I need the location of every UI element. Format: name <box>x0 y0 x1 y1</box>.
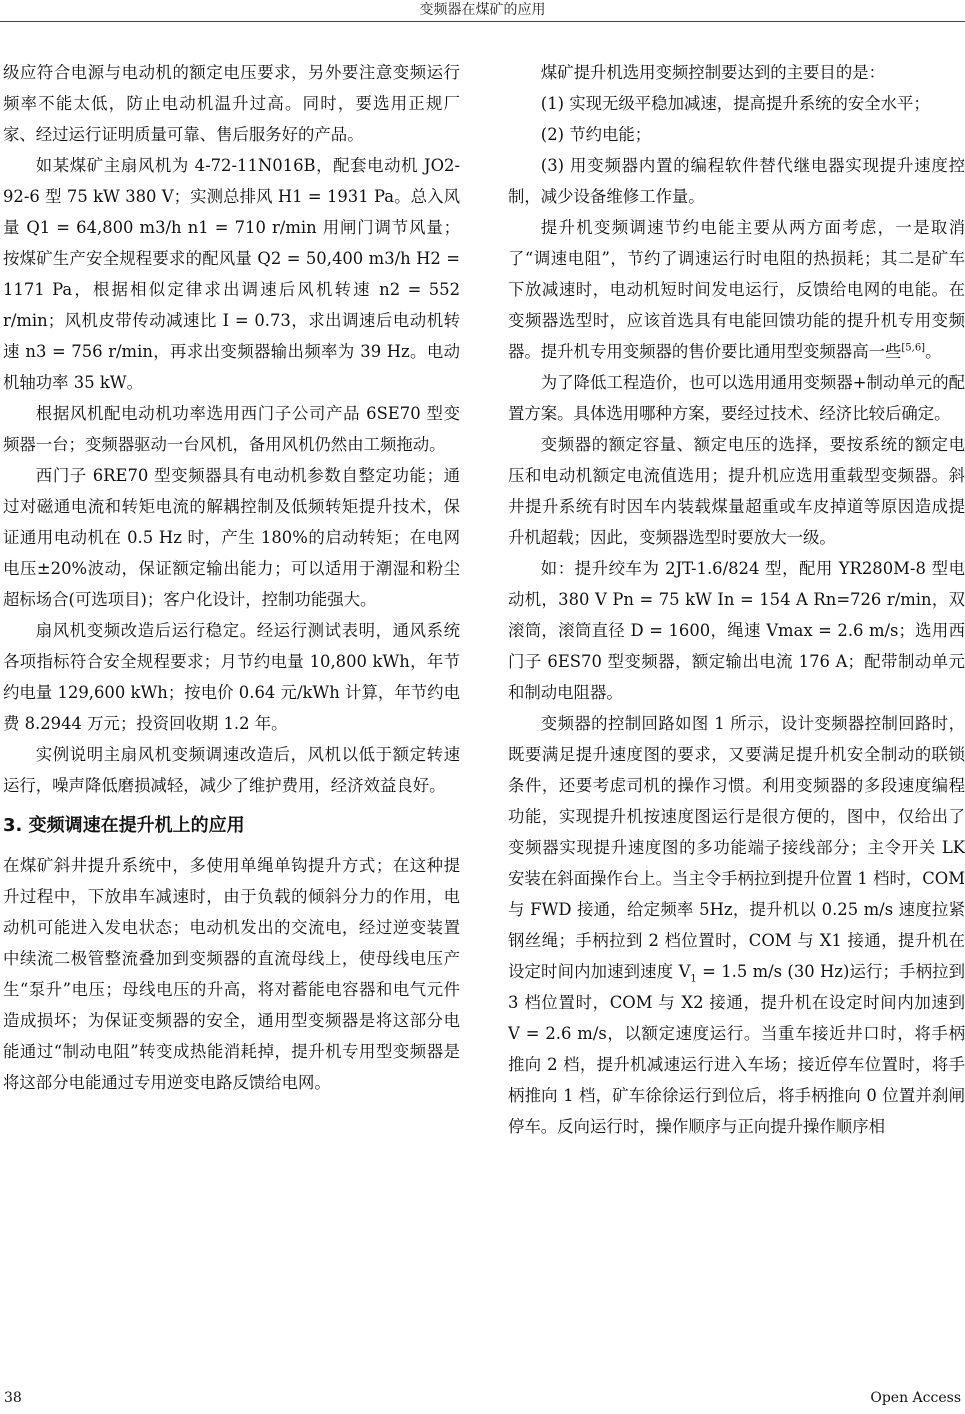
citation-ref: [5,6] <box>901 342 926 354</box>
paragraph: 根据风机配电动机功率选用西门子公司产品 6SE70 型变频器一台；变频器驱动一台风机，备用风机仍然由工频拖动。 <box>3 404 460 454</box>
paragraph: 西门子 6RE70 型变频器具有电动机参数自整定功能；通过对磁通电流和转矩电流的解耦控制及低频转矩提升技术，保证通用电动机在 0.5 Hz 时，产生 180%的启动转矩；在电网电压±20%波动，保证额定输出能力；可以适用于潮湿和粉尘超标场合(可选项目)；客户化设计，控制功能强大。 <box>3 466 460 609</box>
paragraph: 煤矿提升机选用变频控制要达到的主要目的是： <box>540 63 885 82</box>
list-item: (2) 节约电能； <box>540 125 652 144</box>
paragraph: 级应符合电源与电动机的额定电压要求，另外要注意变频运行频率不能太低，防止电动机温升过高。同时，要选用正规厂家、经过运行证明质量可靠、售后服务好的产品。 <box>3 63 460 144</box>
paragraph: 扇风机变频改造后运行稳定。经运行测试表明，通风系统各项指标符合安全规程要求；月节约电量 10,800 kWh，年节约电量 129,600 kWh；按电价 0.64 元/kWh 计算，年节约电费 8.2944 万元；投资回收期 1.2 年。 <box>3 621 460 733</box>
header-divider <box>0 21 965 22</box>
paragraph <box>508 212 965 367</box>
paragraph-text: 变频器的控制回路如图 1 所示，设计变频器控制回路时，既要满足提升速度图的要求，又要满足提升机安全制动的联锁条件，还要考虑司机的操作习惯。利用变频器的多段速度编程功能，实现提升机按速度图运行是很方便的，图中，仅给出了变频器实现提升速度图的多功能端子接线部分；主令开关 LK 安装在斜面操作台上。当主令手柄拉到提升位置 1 档时，COM 与 FWD 接通，给定频率 5Hz，提升机以 0.25 m/s 速度拉紧钢丝绳；手柄拉到 2 档位置时，COM 与 X1 接通，提升机在设定时间内加速到速度 V <box>508 714 965 981</box>
paragraph: 实例说明主扇风机变频调速改造后，风机以低于额定转速运行，噪声降低磨损减轻，减少了维护费用，经济效益良好。 <box>3 745 460 795</box>
paragraph: 在煤矿斜井提升系统中，多使用单绳单钩提升方式；在这种提升过程中，下放串车减速时，由于负载的倾斜分力的作用，电动机可能进入发电状态；电动机发出的交流电，经过逆变装置中续流二极管整流叠加到变频器的直流母线上，使母线电压产生“泵升”电压；母线电压的升高，将对蓄能电容器和电气元件造成损坏；为保证变频器的安全，通用型变频器是将这部分电能通过“制动电阻”转变成热能消耗掉，提升机专用型变频器是将这部分电能通过专用逆变电路反馈给电网。 <box>3 856 460 1092</box>
right-column <box>508 57 965 1377</box>
paragraph-text-cont: = 1.5 m/s (30 Hz)运行；手柄拉到 3 档位置时，COM 与 X2 接通，提升机在设定时间内加速到 V = 2.6 m/s，以额定速度运行。当重车接近井口时，将手柄推向 2 档，提升机减速运行进入车场；接近停车位置时，将手柄推向 1 档，矿车徐徐运行到位后，将手柄推向 0 位置并刹闸停车。反向运行时，操作顺序与正向提升操作顺序相 <box>508 962 965 1136</box>
list-item: (1) 实现无级平稳加减速，提高提升系统的安全水平； <box>540 94 930 113</box>
list-item: (3) 用变频器内置的编程软件替代继电器实现提升速度控制，减少设备维修工作量。 <box>508 156 965 206</box>
page-number: 38 <box>4 1390 22 1406</box>
subscript: 1 <box>690 973 697 985</box>
paragraph: 如某煤矿主扇风机为 4-72-11N016B，配套电动机 JO2-92-6 型 75 kW 380 V；实测总排风 H1 = 1931 Pa。总入风量 Q1 = 64,800 m3/h n1 = 710 r/min 用闸门调节风量；按煤矿生产安全规程要求的配风量 Q2 = 50,400 m3/h H2 = 1171 Pa，根据相似定律求出调速后风机转速 n2 = 552 r/min；风机皮带传动减速比 I = 0.73，求出调速后电动机转速 n3 = 756 r/min，再求出变频器输出频率为 39 Hz。电动机轴功率 35 kW。 <box>3 156 460 392</box>
left-column <box>3 57 460 1377</box>
section-heading: 3. 变频调速在提升机上的应用 <box>3 815 245 836</box>
running-header: 变频器在煤矿的应用 <box>419 2 546 18</box>
page-footer <box>0 1390 965 1414</box>
journal-label: Open Access <box>870 1390 961 1406</box>
paragraph: 为了降低工程造价，也可以选用通用变频器+制动单元的配置方案。具体选用哪种方案，要经过技术、经济比较后确定。 <box>508 373 965 423</box>
paragraph: 变频器的额定容量、额定电压的选择，要按系统的额定电压和电动机额定电流值选用；提升机应选用重载型变频器。斜井提升系统有时因车内装载煤量超重或车皮掉道等原因造成提升机超载；因此，变频器选型时要放大一级。 <box>508 435 965 547</box>
paragraph: 如：提升绞车为 2JT-1.6/824 型，配用 YR280M-8 型电动机，380 V Pn = 75 kW In = 154 A Rn=726 r/min，双滚筒，滚筒直径 D = 1600，绳速 Vmax = 2.6 m/s；选用西门子 6ES70 型变频器，额定输出电流 176 A；配带制动单元和制动电阻器。 <box>508 559 965 702</box>
paragraph-text: 提升机变频调速节约电能主要从两方面考虑，一是取消了“调速电阻”，节约了调速运行时电阻的热损耗；其二是矿车下放减速时，电动机短时间发电运行，反馈给电网的电能。在变频器选型时，应该首选具有电能回馈功能的提升机专用变频器。提升机专用变频器的售价要比通用型变频器高一些 <box>508 218 965 361</box>
paragraph <box>508 708 965 1142</box>
paragraph-end: 。 <box>925 342 942 361</box>
